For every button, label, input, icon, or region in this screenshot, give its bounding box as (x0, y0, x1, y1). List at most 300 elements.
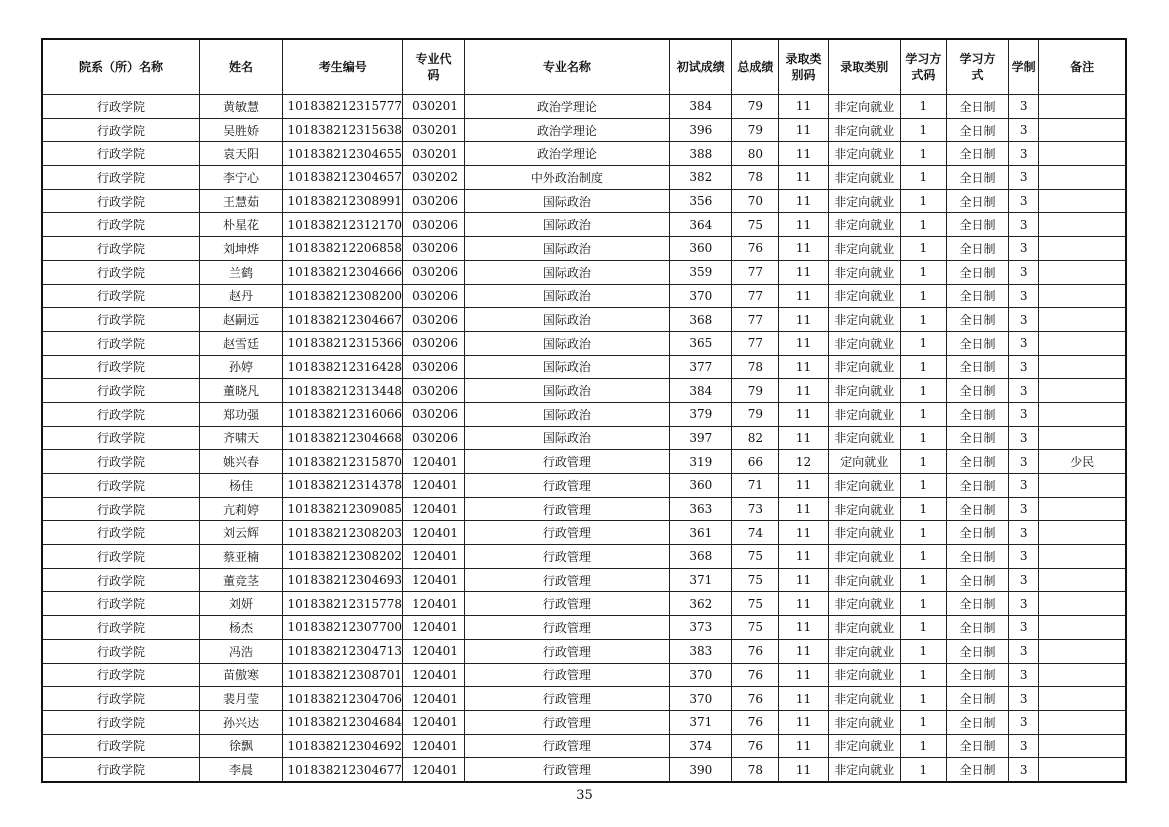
cell-dept: 行政学院 (42, 592, 199, 616)
table-row (42, 521, 1126, 545)
cell-category: 非定向就业 (828, 118, 900, 142)
cell-dept: 行政学院 (42, 118, 199, 142)
cell-category-code: 11 (779, 379, 828, 403)
cell-prelim-score: 370 (670, 687, 732, 711)
table-row (42, 710, 1126, 734)
cell-mode: 全日制 (946, 142, 1008, 166)
cell-note (1039, 734, 1126, 758)
cell-dept: 行政学院 (42, 474, 199, 498)
header-years: 学制 (1009, 39, 1039, 95)
cell-major-name: 国际政治 (464, 308, 670, 332)
cell-category: 非定向就业 (828, 568, 900, 592)
table-row (42, 213, 1126, 237)
cell-prelim-score: 390 (670, 758, 732, 782)
cell-total-score: 79 (732, 402, 779, 426)
cell-exam-id: 101838212309085 (283, 497, 403, 521)
cell-major-code: 120401 (403, 639, 464, 663)
cell-mode: 全日制 (946, 213, 1008, 237)
cell-major-name: 政治学理论 (464, 118, 670, 142)
cell-name: 董竞茎 (199, 568, 282, 592)
cell-category-code: 11 (779, 355, 828, 379)
header-prelim-score: 初试成绩 (670, 39, 732, 95)
cell-exam-id: 101838212304666 (283, 260, 403, 284)
cell-years: 3 (1009, 663, 1039, 687)
cell-major-code: 030206 (403, 426, 464, 450)
cell-exam-id: 101838212304657 (283, 166, 403, 190)
cell-prelim-score: 368 (670, 308, 732, 332)
cell-dept: 行政学院 (42, 402, 199, 426)
cell-years: 3 (1009, 331, 1039, 355)
cell-category: 非定向就业 (828, 355, 900, 379)
cell-name: 朴星花 (199, 213, 282, 237)
cell-major-code: 030206 (403, 308, 464, 332)
cell-major-code: 030206 (403, 331, 464, 355)
cell-mode: 全日制 (946, 497, 1008, 521)
cell-major-code: 120401 (403, 710, 464, 734)
cell-total-score: 75 (732, 545, 779, 569)
table-row (42, 426, 1126, 450)
cell-dept: 行政学院 (42, 687, 199, 711)
cell-category: 非定向就业 (828, 284, 900, 308)
cell-total-score: 79 (732, 379, 779, 403)
cell-major-name: 行政管理 (464, 639, 670, 663)
cell-exam-id: 101838212315777 (283, 95, 403, 119)
cell-dept: 行政学院 (42, 237, 199, 261)
cell-mode-code: 1 (900, 118, 946, 142)
cell-category-code: 11 (779, 284, 828, 308)
cell-prelim-score: 365 (670, 331, 732, 355)
cell-category: 非定向就业 (828, 687, 900, 711)
cell-mode-code: 1 (900, 166, 946, 190)
cell-major-code: 030206 (403, 213, 464, 237)
cell-name: 王慧茹 (199, 189, 282, 213)
cell-prelim-score: 383 (670, 639, 732, 663)
cell-note (1039, 237, 1126, 261)
cell-prelim-score: 374 (670, 734, 732, 758)
page-number: 35 (576, 788, 593, 803)
cell-category-code: 11 (779, 237, 828, 261)
cell-category-code: 11 (779, 260, 828, 284)
cell-mode-code: 1 (900, 284, 946, 308)
cell-note (1039, 568, 1126, 592)
cell-name: 杨佳 (199, 474, 282, 498)
cell-exam-id: 101838212315778 (283, 592, 403, 616)
cell-major-name: 国际政治 (464, 379, 670, 403)
cell-major-code: 120401 (403, 616, 464, 640)
cell-prelim-score: 388 (670, 142, 732, 166)
cell-dept: 行政学院 (42, 308, 199, 332)
cell-category-code: 11 (779, 331, 828, 355)
cell-note (1039, 758, 1126, 782)
cell-total-score: 77 (732, 284, 779, 308)
cell-name: 兰鹤 (199, 260, 282, 284)
cell-major-code: 120401 (403, 687, 464, 711)
cell-category: 非定向就业 (828, 379, 900, 403)
cell-total-score: 82 (732, 426, 779, 450)
cell-note (1039, 592, 1126, 616)
cell-name: 赵雪廷 (199, 331, 282, 355)
cell-mode: 全日制 (946, 379, 1008, 403)
cell-total-score: 80 (732, 142, 779, 166)
cell-mode-code: 1 (900, 592, 946, 616)
cell-exam-id: 101838212315366 (283, 331, 403, 355)
cell-total-score: 76 (732, 663, 779, 687)
cell-exam-id: 101838212304667 (283, 308, 403, 332)
cell-mode: 全日制 (946, 616, 1008, 640)
cell-note (1039, 166, 1126, 190)
cell-name: 冯浩 (199, 639, 282, 663)
cell-mode-code: 1 (900, 213, 946, 237)
cell-exam-id: 101838212304693 (283, 568, 403, 592)
cell-mode: 全日制 (946, 284, 1008, 308)
table-row (42, 142, 1126, 166)
cell-years: 3 (1009, 710, 1039, 734)
cell-prelim-score: 319 (670, 450, 732, 474)
cell-prelim-score: 370 (670, 663, 732, 687)
cell-category: 非定向就业 (828, 710, 900, 734)
cell-note (1039, 426, 1126, 450)
cell-total-score: 76 (732, 687, 779, 711)
cell-years: 3 (1009, 95, 1039, 119)
cell-years: 3 (1009, 379, 1039, 403)
cell-name: 姚兴春 (199, 450, 282, 474)
cell-total-score: 76 (732, 734, 779, 758)
cell-mode: 全日制 (946, 260, 1008, 284)
cell-prelim-score: 384 (670, 95, 732, 119)
cell-years: 3 (1009, 402, 1039, 426)
cell-note (1039, 331, 1126, 355)
cell-major-name: 行政管理 (464, 616, 670, 640)
table-row (42, 331, 1126, 355)
cell-exam-id: 101838212304692 (283, 734, 403, 758)
cell-major-name: 行政管理 (464, 497, 670, 521)
cell-dept: 行政学院 (42, 545, 199, 569)
cell-category: 非定向就业 (828, 639, 900, 663)
cell-mode: 全日制 (946, 639, 1008, 663)
cell-mode-code: 1 (900, 142, 946, 166)
cell-exam-id: 101838212307700 (283, 616, 403, 640)
cell-category-code: 11 (779, 118, 828, 142)
cell-prelim-score: 368 (670, 545, 732, 569)
cell-major-code: 030201 (403, 142, 464, 166)
cell-category-code: 11 (779, 95, 828, 119)
cell-exam-id: 101838212304706 (283, 687, 403, 711)
cell-mode: 全日制 (946, 710, 1008, 734)
cell-mode: 全日制 (946, 331, 1008, 355)
cell-total-score: 73 (732, 497, 779, 521)
cell-prelim-score: 371 (670, 710, 732, 734)
cell-mode-code: 1 (900, 521, 946, 545)
cell-major-name: 行政管理 (464, 474, 670, 498)
cell-mode-code: 1 (900, 402, 946, 426)
cell-exam-id: 101838212206858 (283, 237, 403, 261)
cell-note (1039, 379, 1126, 403)
cell-total-score: 74 (732, 521, 779, 545)
cell-total-score: 75 (732, 592, 779, 616)
table-row (42, 545, 1126, 569)
cell-dept: 行政学院 (42, 710, 199, 734)
cell-name: 苗傲寒 (199, 663, 282, 687)
cell-mode: 全日制 (946, 189, 1008, 213)
cell-name: 吴胜娇 (199, 118, 282, 142)
cell-category-code: 12 (779, 450, 828, 474)
cell-note (1039, 284, 1126, 308)
cell-category-code: 11 (779, 474, 828, 498)
cell-note (1039, 474, 1126, 498)
cell-mode: 全日制 (946, 758, 1008, 782)
cell-major-code: 030206 (403, 237, 464, 261)
cell-prelim-score: 362 (670, 592, 732, 616)
cell-major-code: 120401 (403, 545, 464, 569)
cell-name: 袁天阳 (199, 142, 282, 166)
cell-major-name: 国际政治 (464, 355, 670, 379)
cell-mode-code: 1 (900, 260, 946, 284)
cell-prelim-score: 363 (670, 497, 732, 521)
cell-major-code: 120401 (403, 474, 464, 498)
cell-prelim-score: 370 (670, 284, 732, 308)
cell-major-code: 120401 (403, 521, 464, 545)
cell-total-score: 71 (732, 474, 779, 498)
cell-mode-code: 1 (900, 426, 946, 450)
cell-name: 齐啸天 (199, 426, 282, 450)
cell-major-name: 行政管理 (464, 568, 670, 592)
cell-note (1039, 687, 1126, 711)
cell-years: 3 (1009, 308, 1039, 332)
cell-exam-id: 101838212316428 (283, 355, 403, 379)
cell-major-name: 政治学理论 (464, 142, 670, 166)
cell-major-name: 行政管理 (464, 521, 670, 545)
cell-dept: 行政学院 (42, 379, 199, 403)
cell-prelim-score: 379 (670, 402, 732, 426)
cell-years: 3 (1009, 237, 1039, 261)
table-body (42, 95, 1126, 782)
cell-years: 3 (1009, 426, 1039, 450)
cell-major-code: 030206 (403, 284, 464, 308)
cell-dept: 行政学院 (42, 639, 199, 663)
cell-note (1039, 663, 1126, 687)
cell-mode: 全日制 (946, 474, 1008, 498)
cell-dept: 行政学院 (42, 734, 199, 758)
cell-category: 非定向就业 (828, 616, 900, 640)
cell-major-code: 030206 (403, 189, 464, 213)
table-row (42, 189, 1126, 213)
cell-prelim-score: 397 (670, 426, 732, 450)
cell-note (1039, 545, 1126, 569)
cell-mode: 全日制 (946, 426, 1008, 450)
cell-exam-id: 101838212316066 (283, 402, 403, 426)
cell-dept: 行政学院 (42, 189, 199, 213)
cell-mode-code: 1 (900, 663, 946, 687)
cell-mode-code: 1 (900, 450, 946, 474)
cell-major-name: 国际政治 (464, 402, 670, 426)
cell-major-name: 国际政治 (464, 213, 670, 237)
cell-category: 非定向就业 (828, 426, 900, 450)
cell-name: 孙婷 (199, 355, 282, 379)
table-row (42, 474, 1126, 498)
cell-major-code: 120401 (403, 734, 464, 758)
cell-dept: 行政学院 (42, 95, 199, 119)
cell-name: 赵丹 (199, 284, 282, 308)
cell-category: 非定向就业 (828, 308, 900, 332)
cell-category-code: 11 (779, 639, 828, 663)
cell-years: 3 (1009, 474, 1039, 498)
cell-mode-code: 1 (900, 331, 946, 355)
cell-category: 定向就业 (828, 450, 900, 474)
cell-category-code: 11 (779, 497, 828, 521)
cell-mode: 全日制 (946, 166, 1008, 190)
cell-name: 黄敏慧 (199, 95, 282, 119)
cell-major-name: 行政管理 (464, 663, 670, 687)
table-row (42, 592, 1126, 616)
cell-mode-code: 1 (900, 355, 946, 379)
cell-category: 非定向就业 (828, 237, 900, 261)
cell-note (1039, 260, 1126, 284)
cell-major-code: 120401 (403, 568, 464, 592)
cell-category-code: 11 (779, 426, 828, 450)
cell-exam-id: 101838212308203 (283, 521, 403, 545)
cell-dept: 行政学院 (42, 521, 199, 545)
cell-category: 非定向就业 (828, 758, 900, 782)
table-row (42, 237, 1126, 261)
cell-years: 3 (1009, 260, 1039, 284)
cell-prelim-score: 360 (670, 474, 732, 498)
cell-years: 3 (1009, 758, 1039, 782)
cell-category-code: 11 (779, 142, 828, 166)
cell-total-score: 76 (732, 639, 779, 663)
cell-name: 徐飘 (199, 734, 282, 758)
cell-exam-id: 101838212313448 (283, 379, 403, 403)
cell-exam-id: 101838212304668 (283, 426, 403, 450)
cell-total-score: 79 (732, 118, 779, 142)
cell-mode-code: 1 (900, 687, 946, 711)
cell-mode-code: 1 (900, 237, 946, 261)
cell-years: 3 (1009, 687, 1039, 711)
cell-prelim-score: 364 (670, 213, 732, 237)
cell-mode: 全日制 (946, 568, 1008, 592)
cell-major-code: 120401 (403, 592, 464, 616)
cell-category: 非定向就业 (828, 592, 900, 616)
cell-dept: 行政学院 (42, 260, 199, 284)
cell-total-score: 77 (732, 260, 779, 284)
header-exam-id: 考生编号 (283, 39, 403, 95)
cell-mode-code: 1 (900, 545, 946, 569)
header-mode: 学习方式 (946, 39, 1008, 95)
cell-category: 非定向就业 (828, 142, 900, 166)
cell-years: 3 (1009, 213, 1039, 237)
header-category: 录取类别 (828, 39, 900, 95)
cell-years: 3 (1009, 497, 1039, 521)
cell-total-score: 70 (732, 189, 779, 213)
cell-major-code: 120401 (403, 758, 464, 782)
cell-category-code: 11 (779, 616, 828, 640)
cell-mode-code: 1 (900, 758, 946, 782)
cell-name: 郑功强 (199, 402, 282, 426)
cell-category: 非定向就业 (828, 95, 900, 119)
cell-dept: 行政学院 (42, 758, 199, 782)
cell-prelim-score: 373 (670, 616, 732, 640)
header-major-code: 专业代码 (403, 39, 464, 95)
cell-name: 刘坤烨 (199, 237, 282, 261)
table-row (42, 166, 1126, 190)
cell-total-score: 78 (732, 355, 779, 379)
cell-prelim-score: 371 (670, 568, 732, 592)
cell-major-code: 120401 (403, 663, 464, 687)
table-row (42, 308, 1126, 332)
cell-major-code: 030201 (403, 95, 464, 119)
cell-prelim-score: 382 (670, 166, 732, 190)
cell-prelim-score: 396 (670, 118, 732, 142)
cell-note (1039, 213, 1126, 237)
cell-major-name: 国际政治 (464, 260, 670, 284)
cell-exam-id: 101838212315638 (283, 118, 403, 142)
cell-mode-code: 1 (900, 568, 946, 592)
cell-name: 蔡亚楠 (199, 545, 282, 569)
cell-mode: 全日制 (946, 545, 1008, 569)
cell-mode: 全日制 (946, 687, 1008, 711)
cell-years: 3 (1009, 284, 1039, 308)
cell-name: 刘妍 (199, 592, 282, 616)
cell-note (1039, 497, 1126, 521)
cell-mode: 全日制 (946, 592, 1008, 616)
cell-years: 3 (1009, 734, 1039, 758)
cell-major-name: 行政管理 (464, 592, 670, 616)
cell-years: 3 (1009, 450, 1039, 474)
cell-category: 非定向就业 (828, 663, 900, 687)
cell-dept: 行政学院 (42, 426, 199, 450)
cell-major-name: 行政管理 (464, 758, 670, 782)
table-row (42, 118, 1126, 142)
cell-major-code: 120401 (403, 497, 464, 521)
cell-category: 非定向就业 (828, 189, 900, 213)
cell-exam-id: 101838212308991 (283, 189, 403, 213)
table-row (42, 260, 1126, 284)
cell-exam-id: 101838212308701 (283, 663, 403, 687)
cell-mode-code: 1 (900, 189, 946, 213)
cell-name: 李宁心 (199, 166, 282, 190)
cell-exam-id: 101838212312170 (283, 213, 403, 237)
cell-category-code: 11 (779, 308, 828, 332)
cell-mode-code: 1 (900, 308, 946, 332)
cell-years: 3 (1009, 592, 1039, 616)
cell-name: 亢莉婷 (199, 497, 282, 521)
cell-mode: 全日制 (946, 402, 1008, 426)
cell-years: 3 (1009, 521, 1039, 545)
table-row (42, 450, 1126, 474)
cell-major-name: 国际政治 (464, 426, 670, 450)
cell-name: 李晨 (199, 758, 282, 782)
cell-note (1039, 521, 1126, 545)
table-row (42, 734, 1126, 758)
cell-major-name: 行政管理 (464, 734, 670, 758)
cell-note (1039, 710, 1126, 734)
cell-major-code: 030206 (403, 379, 464, 403)
cell-prelim-score: 384 (670, 379, 732, 403)
cell-note (1039, 95, 1126, 119)
cell-name: 孙兴达 (199, 710, 282, 734)
table-row (42, 355, 1126, 379)
cell-years: 3 (1009, 118, 1039, 142)
table-row (42, 95, 1126, 119)
table-row (42, 402, 1126, 426)
cell-note (1039, 355, 1126, 379)
cell-mode-code: 1 (900, 734, 946, 758)
cell-exam-id: 101838212315870 (283, 450, 403, 474)
cell-exam-id: 101838212304713 (283, 639, 403, 663)
cell-major-code: 030206 (403, 260, 464, 284)
cell-name: 刘云辉 (199, 521, 282, 545)
cell-total-score: 76 (732, 237, 779, 261)
cell-category: 非定向就业 (828, 545, 900, 569)
